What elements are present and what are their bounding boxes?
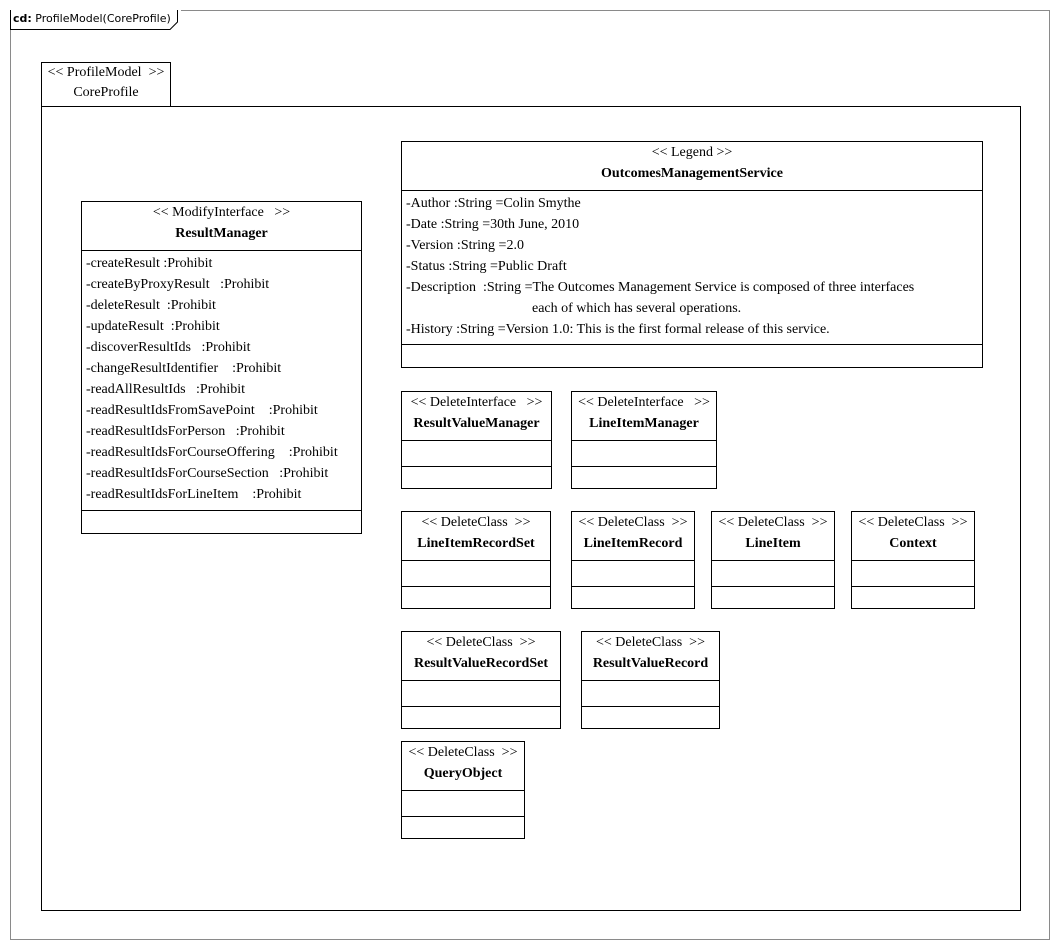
attribute-compartment: [402, 561, 550, 587]
package-tab[interactable]: [41, 62, 171, 107]
attribute: -Description :String =The Outcomes Management Service is composed of three interfaces: [406, 280, 915, 295]
attribute-compartment: [852, 561, 974, 587]
class-stereotype: << DeleteClass >>: [421, 515, 531, 530]
class-stereotype: << Legend >>: [651, 145, 733, 160]
class-stereotype: << DeleteClass >>: [858, 515, 968, 530]
attribute-compartment: [582, 681, 719, 707]
attribute: -Status :String =Public Draft: [406, 259, 567, 274]
class-line-item-record-set[interactable]: [401, 511, 551, 609]
attribute: -changeResultIdentifier :Prohibit: [86, 361, 282, 376]
class-context[interactable]: [851, 511, 975, 609]
class-result-value-record[interactable]: [581, 631, 720, 729]
class-query-object[interactable]: [401, 741, 525, 839]
attribute: -Author :String =Colin Smythe: [406, 196, 581, 211]
attribute-compartment: [572, 561, 694, 587]
class-header: [402, 633, 560, 681]
class-name: ResultValueRecord: [592, 656, 709, 671]
class-name: LineItemRecordSet: [417, 536, 535, 551]
attribute-compartment: [402, 191, 982, 345]
class-name: QueryObject: [423, 766, 503, 781]
class-header: [402, 143, 982, 191]
legend-outcomes-management-service[interactable]: [401, 141, 983, 368]
class-header: [572, 513, 694, 561]
class-name: ResultValueManager: [413, 416, 540, 431]
class-header: [402, 513, 550, 561]
class-name: LineItemRecord: [583, 536, 683, 551]
class-header: [712, 513, 834, 561]
class-line-item-manager[interactable]: [571, 391, 717, 489]
attribute-compartment: [82, 251, 361, 511]
class-name: ResultManager: [175, 226, 268, 241]
class-stereotype: << DeleteClass >>: [578, 515, 688, 530]
class-header: [572, 393, 716, 441]
attribute: each of which has several operations.: [406, 301, 742, 316]
attribute: -readAllResultIds :Prohibit: [86, 382, 246, 397]
class-stereotype: << DeleteInterface >>: [410, 395, 543, 410]
attribute: -updateResult :Prohibit: [86, 319, 220, 334]
attribute-compartment: [712, 561, 834, 587]
attribute: -readResultIdsForCourseOffering :Prohibit: [86, 445, 338, 460]
class-name: LineItemManager: [589, 416, 699, 431]
attribute: -readResultIdsForPerson :Prohibit: [86, 424, 285, 439]
class-header: [402, 743, 524, 791]
class-stereotype: << DeleteInterface >>: [578, 395, 710, 410]
class-line-item-record[interactable]: [571, 511, 695, 609]
attribute: -readResultIdsFromSavePoint :Prohibit: [86, 403, 318, 418]
attribute: -createByProxyResult :Prohibit: [86, 277, 270, 292]
class-header: [82, 203, 361, 251]
class-name: OutcomesManagementService: [601, 166, 783, 181]
class-stereotype: << DeleteClass >>: [408, 745, 518, 760]
attribute: -createResult :Prohibit: [86, 256, 213, 271]
attribute: -readResultIdsForLineItem :Prohibit: [86, 487, 302, 502]
class-stereotype: << DeleteClass >>: [718, 515, 828, 530]
class-result-manager[interactable]: [81, 201, 362, 534]
package-stereotype: << ProfileModel >>: [47, 65, 165, 80]
class-stereotype: << DeleteClass >>: [596, 635, 705, 650]
class-name: ResultValueRecordSet: [413, 656, 549, 671]
attribute: -Version :String =2.0: [406, 238, 524, 253]
class-stereotype: << DeleteClass >>: [426, 635, 536, 650]
class-name: Context: [889, 536, 937, 551]
attribute-compartment: [402, 791, 524, 817]
attribute-compartment: [402, 681, 560, 707]
attribute: -discoverResultIds :Prohibit: [86, 340, 251, 355]
class-name: LineItem: [745, 536, 801, 551]
attribute: -Date :String =30th June, 2010: [406, 217, 580, 232]
class-line-item[interactable]: [711, 511, 835, 609]
attribute-compartment: [402, 441, 551, 467]
class-result-value-record-set[interactable]: [401, 631, 561, 729]
package-name: CoreProfile: [73, 85, 139, 100]
class-header: [852, 513, 974, 561]
class-header: [582, 633, 719, 681]
attribute: -deleteResult :Prohibit: [86, 298, 216, 313]
class-result-value-manager[interactable]: [401, 391, 552, 489]
attribute-compartment: [572, 441, 716, 467]
class-header: [402, 393, 551, 441]
attribute: -History :String =Version 1.0: This is the first formal release of this service.: [406, 322, 830, 337]
diagram-frame-label: [10, 10, 181, 29]
frame-kind: cd:: [13, 12, 32, 25]
frame-title: ProfileModel(CoreProfile): [35, 12, 171, 25]
attribute: -readResultIdsForCourseSection :Prohibit: [86, 466, 329, 481]
class-stereotype: << ModifyInterface >>: [152, 205, 291, 220]
